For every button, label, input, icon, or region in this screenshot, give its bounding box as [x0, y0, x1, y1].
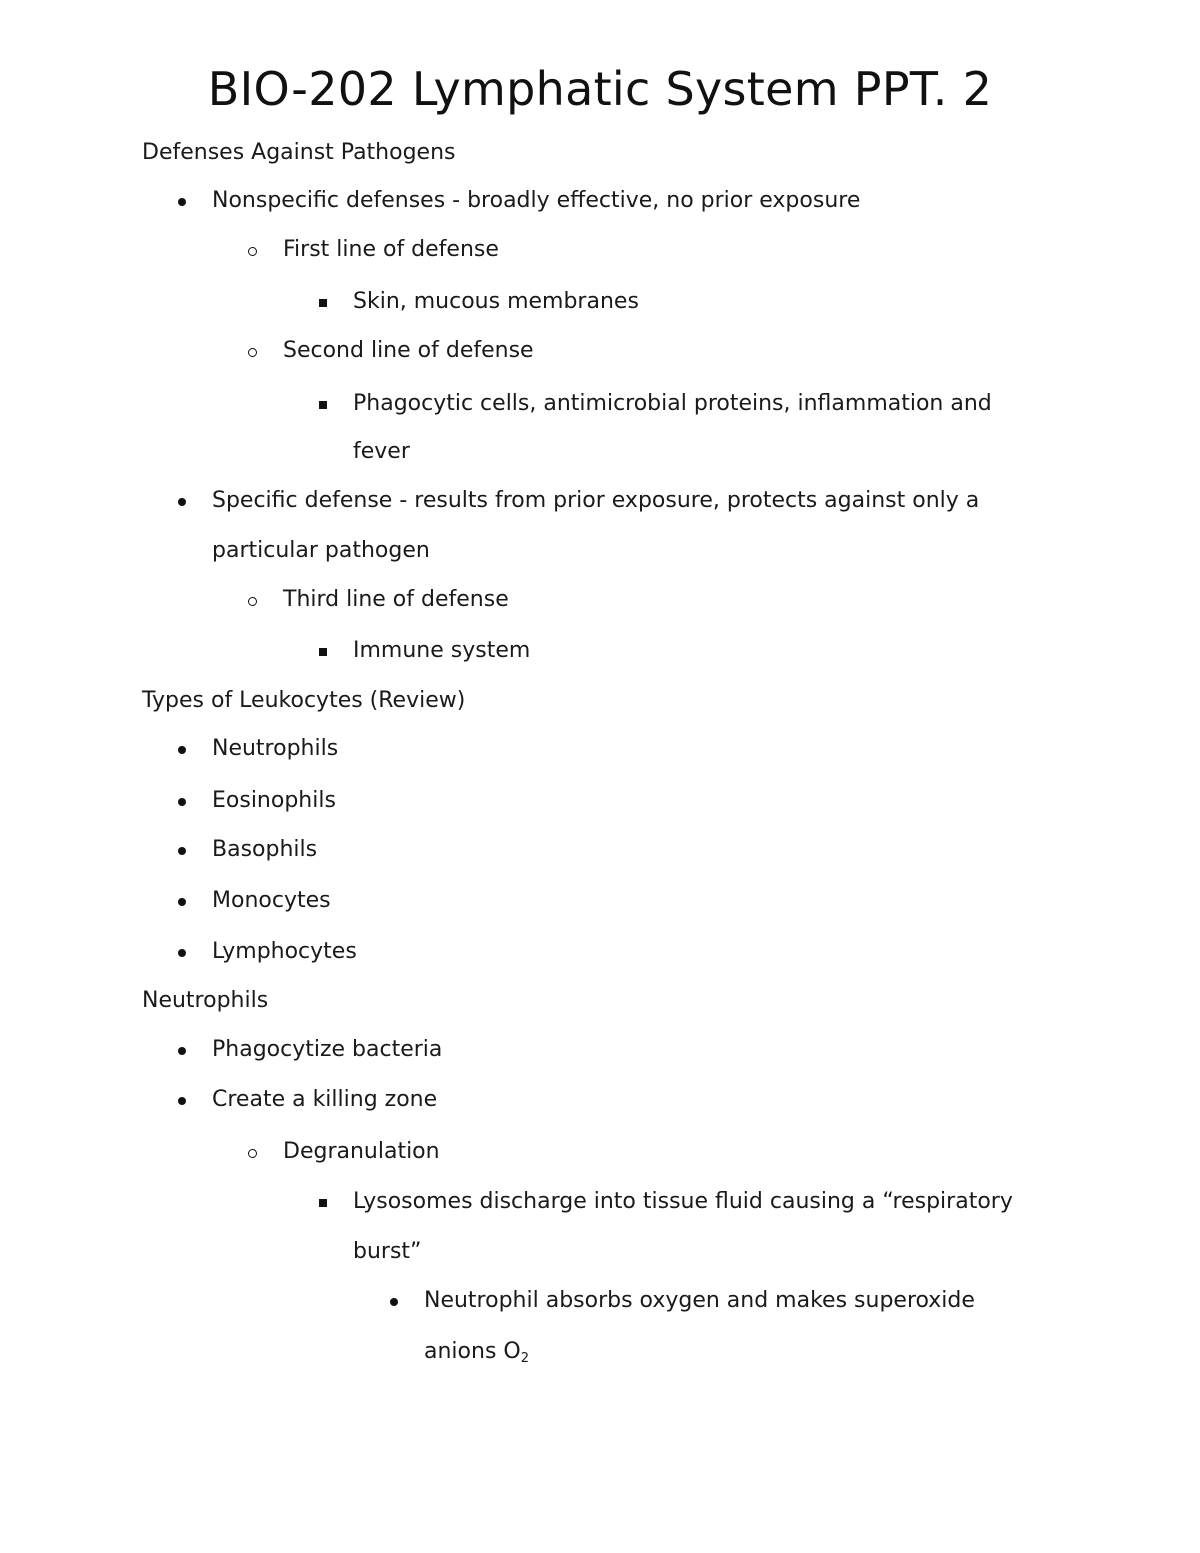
- square-bullet-icon: [319, 1199, 327, 1207]
- disc-bullet-icon: [178, 746, 186, 754]
- section-heading-neutrophils: Neutrophils: [142, 988, 269, 1013]
- list-item: Lysosomes discharge into tissue fluid causing a “respiratory: [353, 1189, 1013, 1214]
- list-item: Eosinophils: [212, 788, 336, 813]
- section-heading-leukocytes: Types of Leukocytes (Review): [142, 688, 466, 713]
- disc-bullet-icon: [178, 847, 186, 855]
- list-item: Second line of defense: [283, 338, 534, 363]
- list-item: Third line of defense: [283, 587, 509, 612]
- list-item: Degranulation: [283, 1139, 440, 1164]
- list-item-continuation: fever: [353, 439, 410, 464]
- circle-bullet-icon: [248, 348, 257, 357]
- circle-bullet-icon: [248, 597, 257, 606]
- list-item: Nonspecific defenses - broadly effective, no prior exposure: [212, 188, 861, 213]
- square-bullet-icon: [319, 299, 327, 307]
- document-title: BIO-202 Lymphatic System PPT. 2: [207, 62, 993, 116]
- list-item-continuation: particular pathogen: [212, 538, 430, 563]
- disc-bullet-icon: [178, 898, 186, 906]
- list-item: Lymphocytes: [212, 939, 357, 964]
- list-item: Skin, mucous membranes: [353, 289, 639, 314]
- list-item: Neutrophil absorbs oxygen and makes superoxide: [424, 1288, 975, 1313]
- section-heading-defenses: Defenses Against Pathogens: [142, 140, 456, 165]
- circle-bullet-icon: [248, 247, 257, 256]
- list-item: Phagocytic cells, antimicrobial proteins, inflammation and: [353, 391, 992, 416]
- list-item: First line of defense: [283, 237, 499, 262]
- list-item: Basophils: [212, 837, 318, 862]
- list-item: Specific defense - results from prior exposure, protects against only a: [212, 488, 980, 513]
- subscript-text: 2: [520, 1351, 529, 1366]
- disc-bullet-icon: [178, 949, 186, 957]
- disc-bullet-icon: [178, 498, 186, 506]
- disc-bullet-icon: [178, 1097, 186, 1105]
- disc-bullet-icon: [178, 198, 186, 206]
- list-item-continuation: [424, 1337, 529, 1374]
- circle-bullet-icon: [248, 1149, 257, 1158]
- disc-bullet-icon: [178, 1047, 186, 1055]
- square-bullet-icon: [319, 648, 327, 656]
- list-item: Neutrophils: [212, 736, 339, 761]
- disc-bullet-icon: [178, 798, 186, 806]
- list-item-continuation: burst”: [353, 1239, 422, 1264]
- list-item: Immune system: [353, 638, 531, 663]
- list-item: Monocytes: [212, 888, 331, 913]
- disc-bullet-icon: [390, 1298, 398, 1306]
- square-bullet-icon: [319, 401, 327, 409]
- list-item: Create a killing zone: [212, 1087, 438, 1112]
- anions-text: anions O: [424, 1339, 521, 1364]
- list-item: Phagocytize bacteria: [212, 1037, 443, 1062]
